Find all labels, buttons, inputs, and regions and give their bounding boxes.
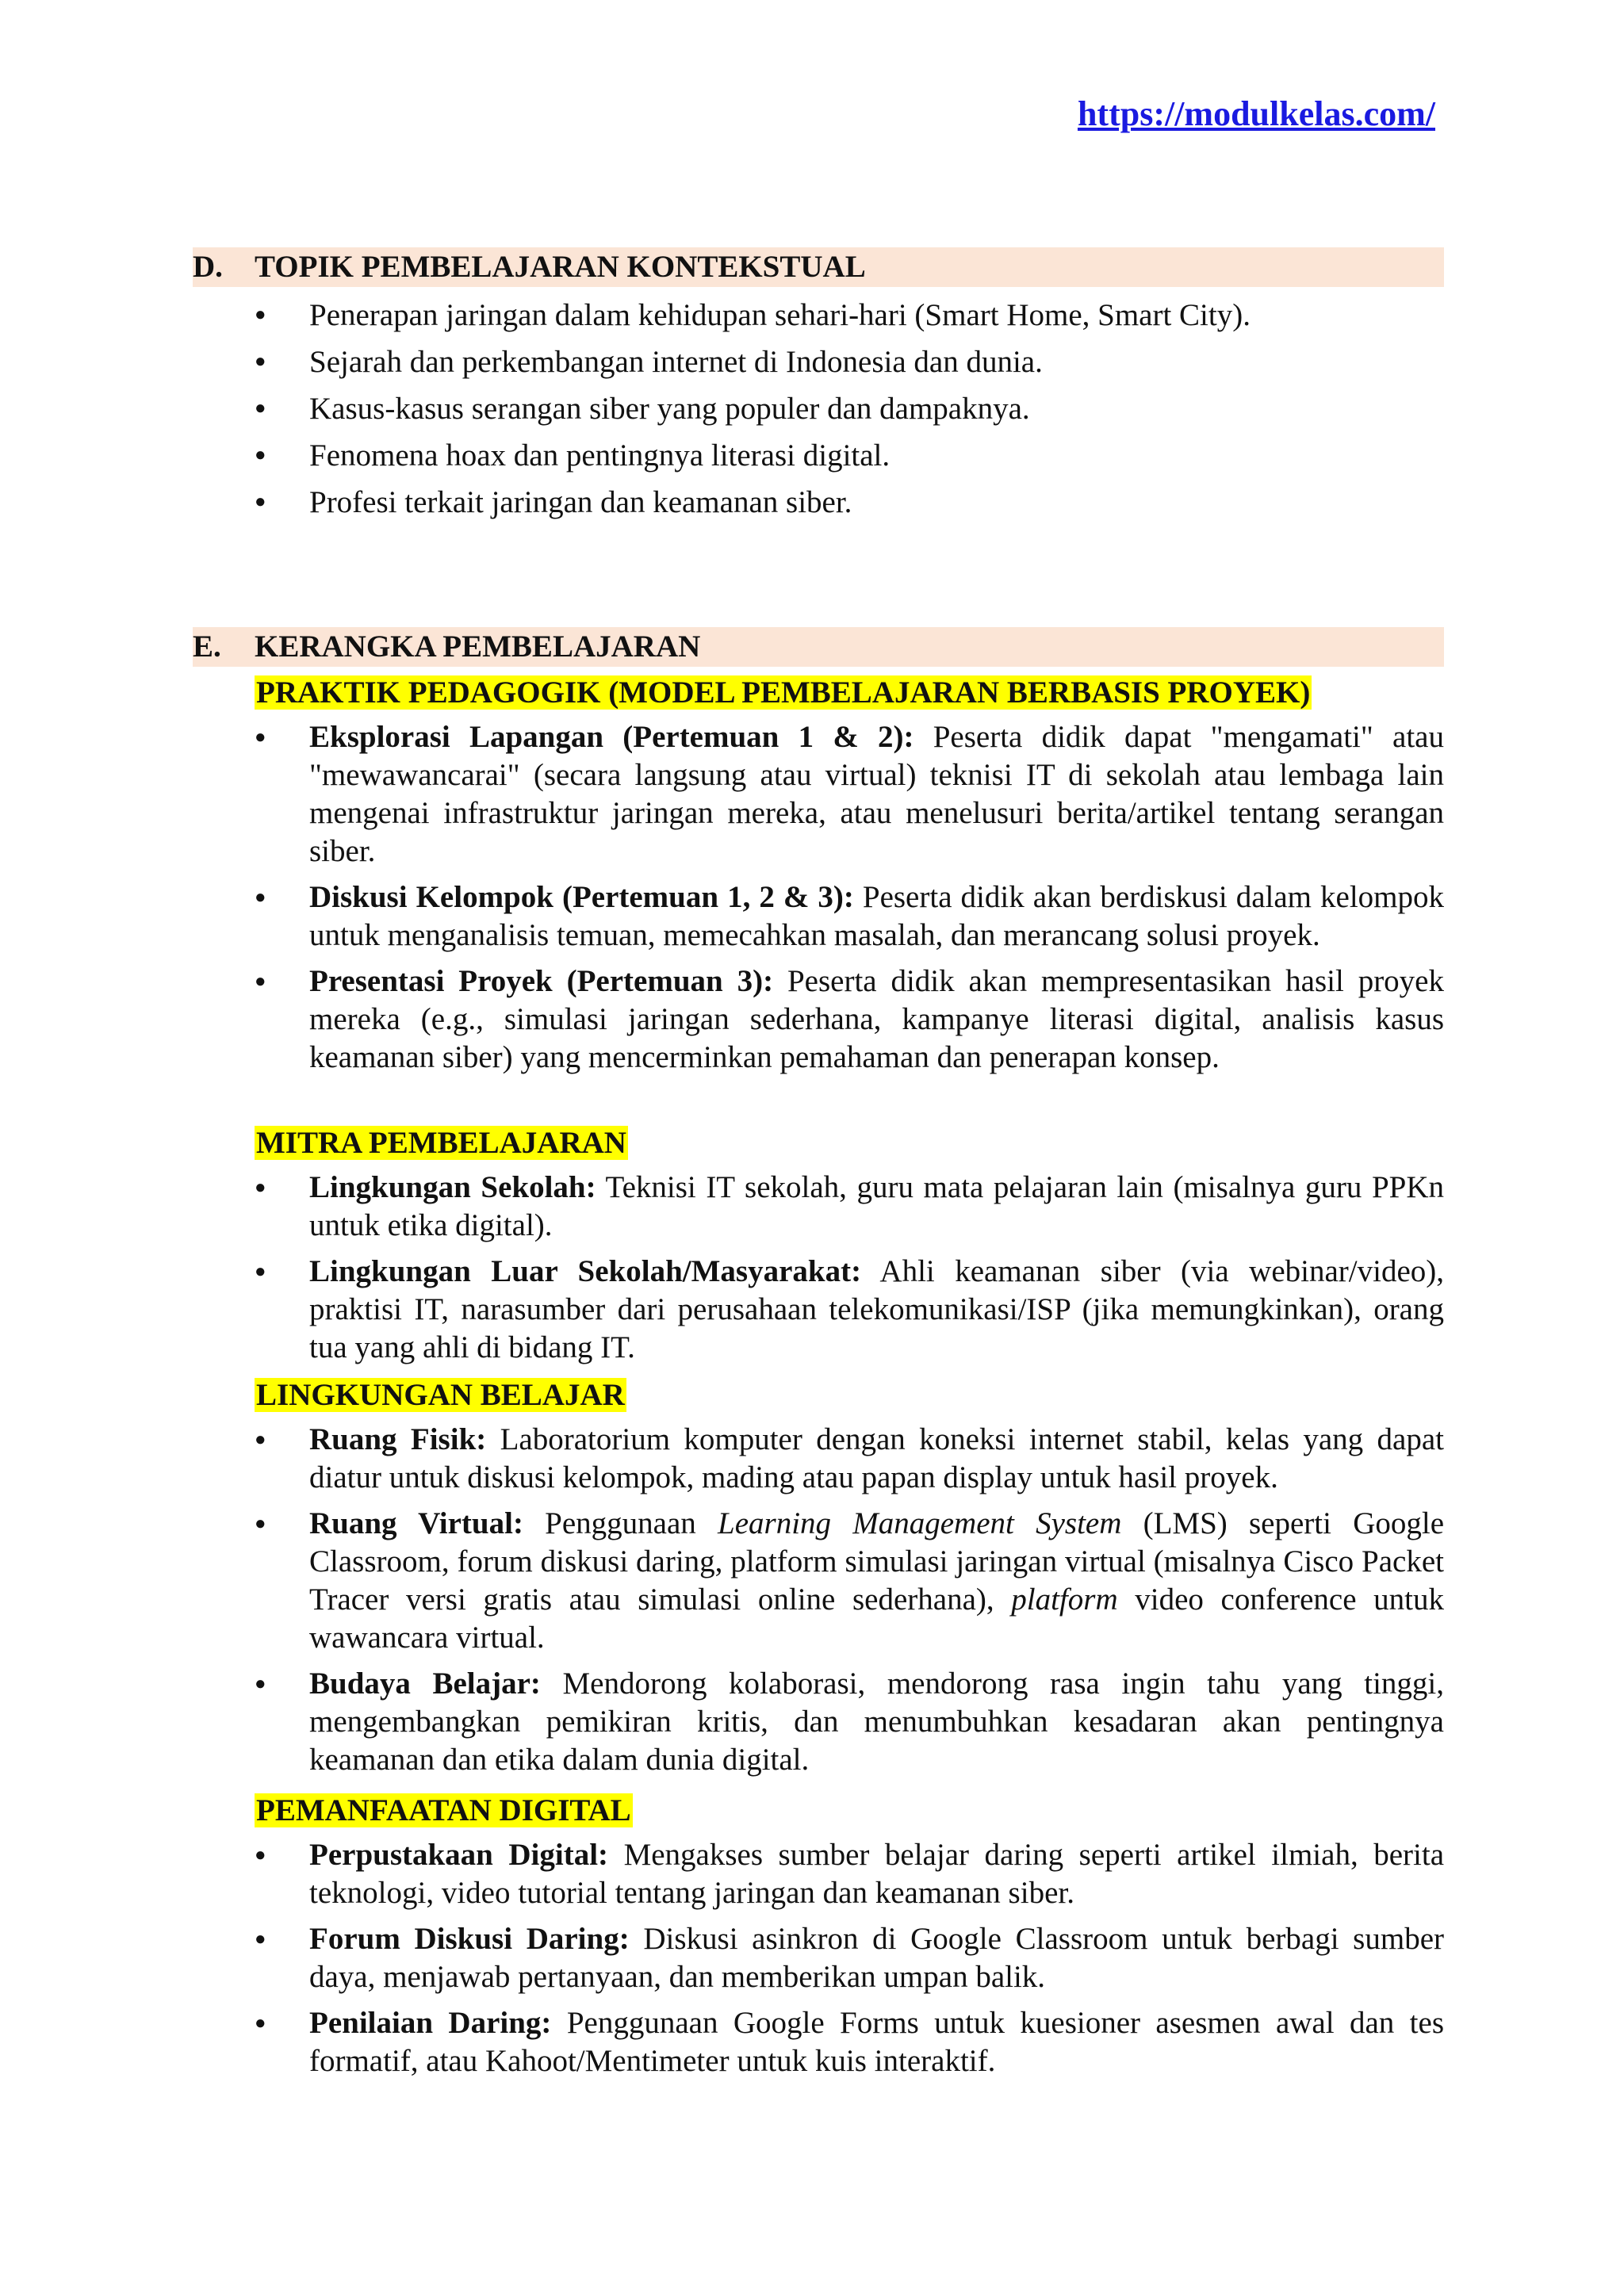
list-item: ● Kasus-kasus serangan siber yang populer dan dampaknya. bbox=[255, 385, 1444, 432]
list-item: ● Penilaian Daring: Penggunaan Google Forms untuk kuesioner asesmen awal dan tes formatif, atau Kahoot/Mentimeter untuk kuis interaktif. bbox=[255, 2004, 1444, 2080]
lingkungan-belajar-heading: LINGKUNGAN BELAJAR bbox=[256, 1378, 625, 1412]
list-item: ● Ruang Virtual: Penggunaan Learning Management System (LMS) seperti Google Classroom, forum diskusi daring, platform simulasi jaringan virtual (misalnya Cisco Packet Tracer versi gratis atau simulasi online sederhana), platform video conference untuk wawancara virtual. bbox=[255, 1505, 1444, 1657]
list-item: ● Lingkungan Luar Sekolah/Masyarakat: Ahli keamanan siber (via webinar/video), praktisi IT, narasumber dari perusahaan telekomunikasi/ISP (jika memungkinkan), orang tua yang ahli di bidang IT. bbox=[255, 1253, 1444, 1367]
section-e-title: KERANGKA PEMBELAJARAN bbox=[255, 629, 701, 664]
list-item: ● Budaya Belajar: Mendorong kolaborasi, mendorong rasa ingin tahu yang tinggi, mengembangkan pemikiran kritis, dan menumbuhkan kesadaran akan pentingnya keamanan dan etika dalam dunia digital. bbox=[255, 1665, 1444, 1779]
contextual-topics-list bbox=[255, 292, 1444, 526]
praktik-pedagogik-list bbox=[255, 718, 1444, 1085]
praktik-pedagogik-heading: PRAKTIK PEDAGOGIK (MODEL PEMBELAJARAN BERBASIS PROYEK) bbox=[256, 675, 1311, 710]
list-item: ● Profesi terkait jaringan dan keamanan siber. bbox=[255, 479, 1444, 526]
list-item: ● Presentasi Proyek (Pertemuan 3): Peserta didik akan mempresentasikan hasil proyek mereka (e.g., simulasi jaringan sederhana, kampanye literasi digital, analisis kasus keamanan siber) yang mencerminkan pemahaman dan penerapan konsep. bbox=[255, 962, 1444, 1077]
section-d-letter: D. bbox=[193, 250, 223, 284]
lingkungan-belajar-list bbox=[255, 1421, 1444, 1787]
list-item: ● Forum Diskusi Daring: Diskusi asinkron di Google Classroom untuk berbagi sumber daya, menjawab pertanyaan, dan memberikan umpan balik. bbox=[255, 1920, 1444, 1996]
website-link[interactable]: https://modulkelas.com/ bbox=[1077, 94, 1435, 133]
section-e-heading bbox=[193, 627, 1444, 667]
list-item: ● Lingkungan Sekolah: Teknisi IT sekolah, guru mata pelajaran lain (misalnya guru PPKn untuk etika digital). bbox=[255, 1169, 1444, 1245]
list-item: ● Ruang Fisik: Laboratorium komputer dengan koneksi internet stabil, kelas yang dapat diatur untuk diskusi kelompok, mading atau papan display untuk hasil proyek. bbox=[255, 1421, 1444, 1497]
mitra-pembelajaran-heading: MITRA PEMBELAJARAN bbox=[256, 1126, 626, 1160]
section-d-heading bbox=[193, 247, 1444, 287]
section-d-title: TOPIK PEMBELAJARAN KONTEKSTUAL bbox=[255, 250, 866, 284]
mitra-pembelajaran-list bbox=[255, 1169, 1444, 1375]
pemanfaatan-digital-heading: PEMANFAATAN DIGITAL bbox=[256, 1793, 631, 1827]
list-item: ● Sejarah dan perkembangan internet di Indonesia dan dunia. bbox=[255, 339, 1444, 385]
list-item: ● Fenomena hoax dan pentingnya literasi digital. bbox=[255, 432, 1444, 479]
list-item: ● Diskusi Kelompok (Pertemuan 1, 2 & 3): Peserta didik akan berdiskusi dalam kelompok untuk menganalisis temuan, memecahkan masalah, dan merancang solusi proyek. bbox=[255, 878, 1444, 955]
pemanfaatan-digital-list bbox=[255, 1836, 1444, 2088]
list-item: ● Penerapan jaringan dalam kehidupan sehari-hari (Smart Home, Smart City). bbox=[255, 292, 1444, 339]
list-item: ● Perpustakaan Digital: Mengakses sumber belajar daring seperti artikel ilmiah, berita teknologi, video tutorial tentang jaringan dan keamanan siber. bbox=[255, 1836, 1444, 1912]
section-e-letter: E. bbox=[193, 629, 221, 664]
list-item: ● Eksplorasi Lapangan (Pertemuan 1 & 2): Peserta didik dapat "mengamati" atau "mewawancarai" (secara langsung atau virtual) teknisi IT di sekolah atau lembaga lain mengenai infrastruktur jaringan mereka, atau menelusuri berita/artikel tentang serangan siber. bbox=[255, 718, 1444, 871]
